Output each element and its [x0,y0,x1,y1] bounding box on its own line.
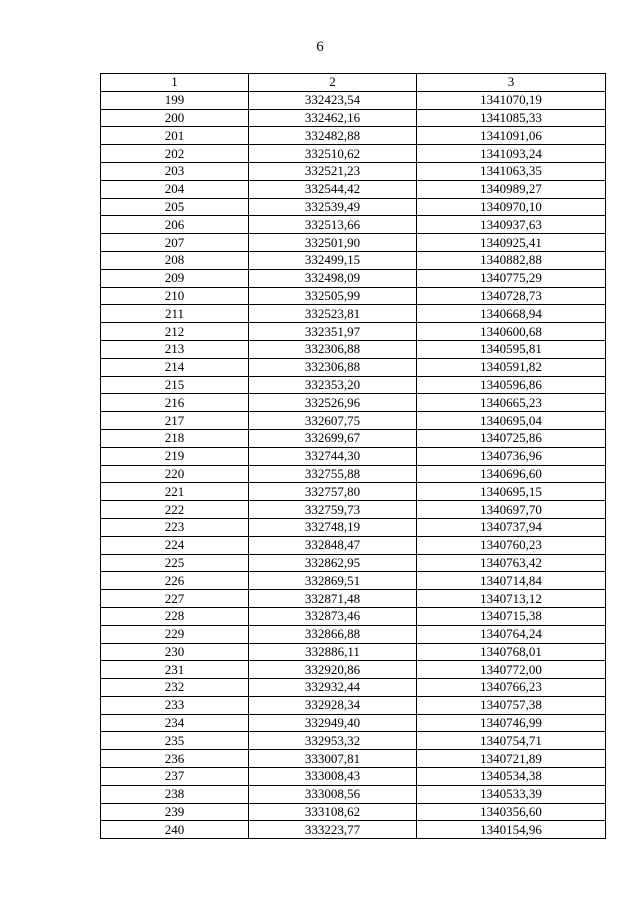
point-number-cell: 205 [101,198,249,216]
y-coordinate-cell: 1340721,89 [417,750,606,768]
x-coordinate-cell: 332521,23 [249,162,417,180]
point-number-cell: 210 [101,287,249,305]
point-number-cell: 212 [101,323,249,341]
x-coordinate-cell: 332871,48 [249,590,417,608]
x-coordinate-cell: 332607,75 [249,412,417,430]
x-coordinate-cell: 332498,09 [249,269,417,287]
table-row [101,803,606,821]
x-coordinate-cell: 332920,86 [249,661,417,679]
y-coordinate-cell: 1340746,99 [417,714,606,732]
x-coordinate-cell: 332482,88 [249,127,417,145]
table-row [101,714,606,732]
y-coordinate-cell: 1340534,38 [417,768,606,786]
point-number-cell: 202 [101,145,249,163]
y-coordinate-cell: 1340970,10 [417,198,606,216]
y-coordinate-cell: 1340754,71 [417,732,606,750]
y-coordinate-cell: 1340665,23 [417,394,606,412]
x-coordinate-cell: 332523,81 [249,305,417,323]
y-coordinate-cell: 1340925,41 [417,234,606,252]
table-row [101,447,606,465]
table-row [101,180,606,198]
y-coordinate-cell: 1340356,60 [417,803,606,821]
point-number-cell: 231 [101,661,249,679]
y-coordinate-cell: 1340695,15 [417,483,606,501]
x-coordinate-cell: 332848,47 [249,536,417,554]
x-coordinate-cell: 332886,11 [249,643,417,661]
table-row [101,305,606,323]
x-coordinate-cell: 333108,62 [249,803,417,821]
table-row [101,625,606,643]
x-coordinate-cell: 332748,19 [249,518,417,536]
table-row [101,145,606,163]
point-number-cell: 221 [101,483,249,501]
y-coordinate-cell: 1340768,01 [417,643,606,661]
table-row [101,127,606,145]
table-row [101,394,606,412]
x-coordinate-cell: 332869,51 [249,572,417,590]
point-number-cell: 208 [101,251,249,269]
y-coordinate-cell: 1340937,63 [417,216,606,234]
point-number-cell: 226 [101,572,249,590]
x-coordinate-cell: 332353,20 [249,376,417,394]
y-coordinate-cell: 1341091,06 [417,127,606,145]
y-coordinate-cell: 1340882,88 [417,251,606,269]
x-coordinate-cell: 333008,43 [249,768,417,786]
y-coordinate-cell: 1341063,35 [417,162,606,180]
point-number-cell: 215 [101,376,249,394]
x-coordinate-cell: 332539,49 [249,198,417,216]
y-coordinate-cell: 1340736,96 [417,447,606,465]
x-coordinate-cell: 332953,32 [249,732,417,750]
page-number: 6 [316,39,324,55]
point-number-cell: 204 [101,180,249,198]
x-coordinate-cell: 332505,99 [249,287,417,305]
y-coordinate-cell: 1340728,73 [417,287,606,305]
x-coordinate-cell: 332757,80 [249,483,417,501]
point-number-cell: 227 [101,590,249,608]
table-row [101,785,606,803]
table-row [101,590,606,608]
point-number-cell: 228 [101,607,249,625]
x-coordinate-cell: 332928,34 [249,696,417,714]
point-number-cell: 206 [101,216,249,234]
point-number-cell: 203 [101,162,249,180]
x-coordinate-cell: 333008,56 [249,785,417,803]
table-row [101,91,606,109]
point-number-cell: 211 [101,305,249,323]
table-row [101,251,606,269]
point-number-cell: 239 [101,803,249,821]
y-coordinate-cell: 1340766,23 [417,679,606,697]
point-number-cell: 201 [101,127,249,145]
point-number-cell: 232 [101,679,249,697]
point-number-cell: 216 [101,394,249,412]
table-row [101,661,606,679]
y-coordinate-cell: 1341070,19 [417,91,606,109]
table-row [101,376,606,394]
point-number-cell: 230 [101,643,249,661]
x-coordinate-cell: 332866,88 [249,625,417,643]
point-number-cell: 222 [101,501,249,519]
point-number-cell: 213 [101,340,249,358]
x-coordinate-cell: 332499,15 [249,251,417,269]
table-row [101,821,606,839]
point-number-cell: 240 [101,821,249,839]
table-row [101,732,606,750]
y-coordinate-cell: 1340697,70 [417,501,606,519]
x-coordinate-cell: 332544,42 [249,180,417,198]
table-row [101,412,606,430]
point-number-cell: 225 [101,554,249,572]
x-coordinate-cell: 332755,88 [249,465,417,483]
x-coordinate-cell: 332501,90 [249,234,417,252]
point-number-cell: 220 [101,465,249,483]
table-row [101,536,606,554]
table-row [101,696,606,714]
point-number-cell: 236 [101,750,249,768]
y-coordinate-cell: 1340591,82 [417,358,606,376]
point-number-cell: 207 [101,234,249,252]
y-coordinate-cell: 1340725,86 [417,429,606,447]
table-row [101,358,606,376]
table-row [101,750,606,768]
table-row [101,323,606,341]
y-coordinate-cell: 1340696,60 [417,465,606,483]
point-number-cell: 224 [101,536,249,554]
table-body [101,91,606,838]
x-coordinate-cell: 332306,88 [249,358,417,376]
table-row [101,340,606,358]
y-coordinate-cell: 1340668,94 [417,305,606,323]
point-number-cell: 200 [101,109,249,127]
y-coordinate-cell: 1340595,81 [417,340,606,358]
point-number-cell: 218 [101,429,249,447]
point-number-cell: 199 [101,91,249,109]
y-coordinate-cell: 1340596,86 [417,376,606,394]
table-row [101,287,606,305]
y-coordinate-cell: 1340989,27 [417,180,606,198]
y-coordinate-cell: 1340737,94 [417,518,606,536]
x-coordinate-cell: 332699,67 [249,429,417,447]
point-number-cell: 229 [101,625,249,643]
x-coordinate-cell: 332873,46 [249,607,417,625]
point-number-cell: 237 [101,768,249,786]
x-coordinate-cell: 332744,30 [249,447,417,465]
table-row [101,465,606,483]
y-coordinate-cell: 1340713,12 [417,590,606,608]
point-number-cell: 209 [101,269,249,287]
table-row [101,679,606,697]
point-number-cell: 217 [101,412,249,430]
table-row [101,216,606,234]
table-row [101,429,606,447]
y-coordinate-cell: 1340154,96 [417,821,606,839]
point-number-cell: 233 [101,696,249,714]
y-coordinate-cell: 1340764,24 [417,625,606,643]
y-coordinate-cell: 1340715,38 [417,607,606,625]
x-coordinate-cell: 332513,66 [249,216,417,234]
y-coordinate-cell: 1340695,04 [417,412,606,430]
table-row [101,109,606,127]
table-row [101,162,606,180]
column-header: 1 [101,74,249,92]
y-coordinate-cell: 1340757,38 [417,696,606,714]
y-coordinate-cell: 1341093,24 [417,145,606,163]
y-coordinate-cell: 1340760,23 [417,536,606,554]
table-row [101,198,606,216]
point-number-cell: 219 [101,447,249,465]
table-row [101,269,606,287]
column-header: 2 [249,74,417,92]
point-number-cell: 235 [101,732,249,750]
x-coordinate-cell: 333223,77 [249,821,417,839]
table-row [101,607,606,625]
table-row [101,518,606,536]
table-row [101,483,606,501]
table-header-row [101,74,606,92]
y-coordinate-cell: 1340533,39 [417,785,606,803]
table-row [101,643,606,661]
table-row [101,501,606,519]
x-coordinate-cell: 332862,95 [249,554,417,572]
x-coordinate-cell: 332306,88 [249,340,417,358]
column-header: 3 [417,74,606,92]
table-row [101,554,606,572]
y-coordinate-cell: 1340772,00 [417,661,606,679]
x-coordinate-cell: 332759,73 [249,501,417,519]
point-number-cell: 223 [101,518,249,536]
y-coordinate-cell: 1340775,29 [417,269,606,287]
y-coordinate-cell: 1340763,42 [417,554,606,572]
y-coordinate-cell: 1340714,84 [417,572,606,590]
table-row [101,768,606,786]
coordinates-table [100,73,606,839]
x-coordinate-cell: 332510,62 [249,145,417,163]
x-coordinate-cell: 332423,54 [249,91,417,109]
x-coordinate-cell: 332932,44 [249,679,417,697]
table-row [101,234,606,252]
x-coordinate-cell: 332351,97 [249,323,417,341]
point-number-cell: 238 [101,785,249,803]
point-number-cell: 214 [101,358,249,376]
x-coordinate-cell: 332526,96 [249,394,417,412]
x-coordinate-cell: 332462,16 [249,109,417,127]
point-number-cell: 234 [101,714,249,732]
y-coordinate-cell: 1341085,33 [417,109,606,127]
table-row [101,572,606,590]
x-coordinate-cell: 333007,81 [249,750,417,768]
x-coordinate-cell: 332949,40 [249,714,417,732]
y-coordinate-cell: 1340600,68 [417,323,606,341]
